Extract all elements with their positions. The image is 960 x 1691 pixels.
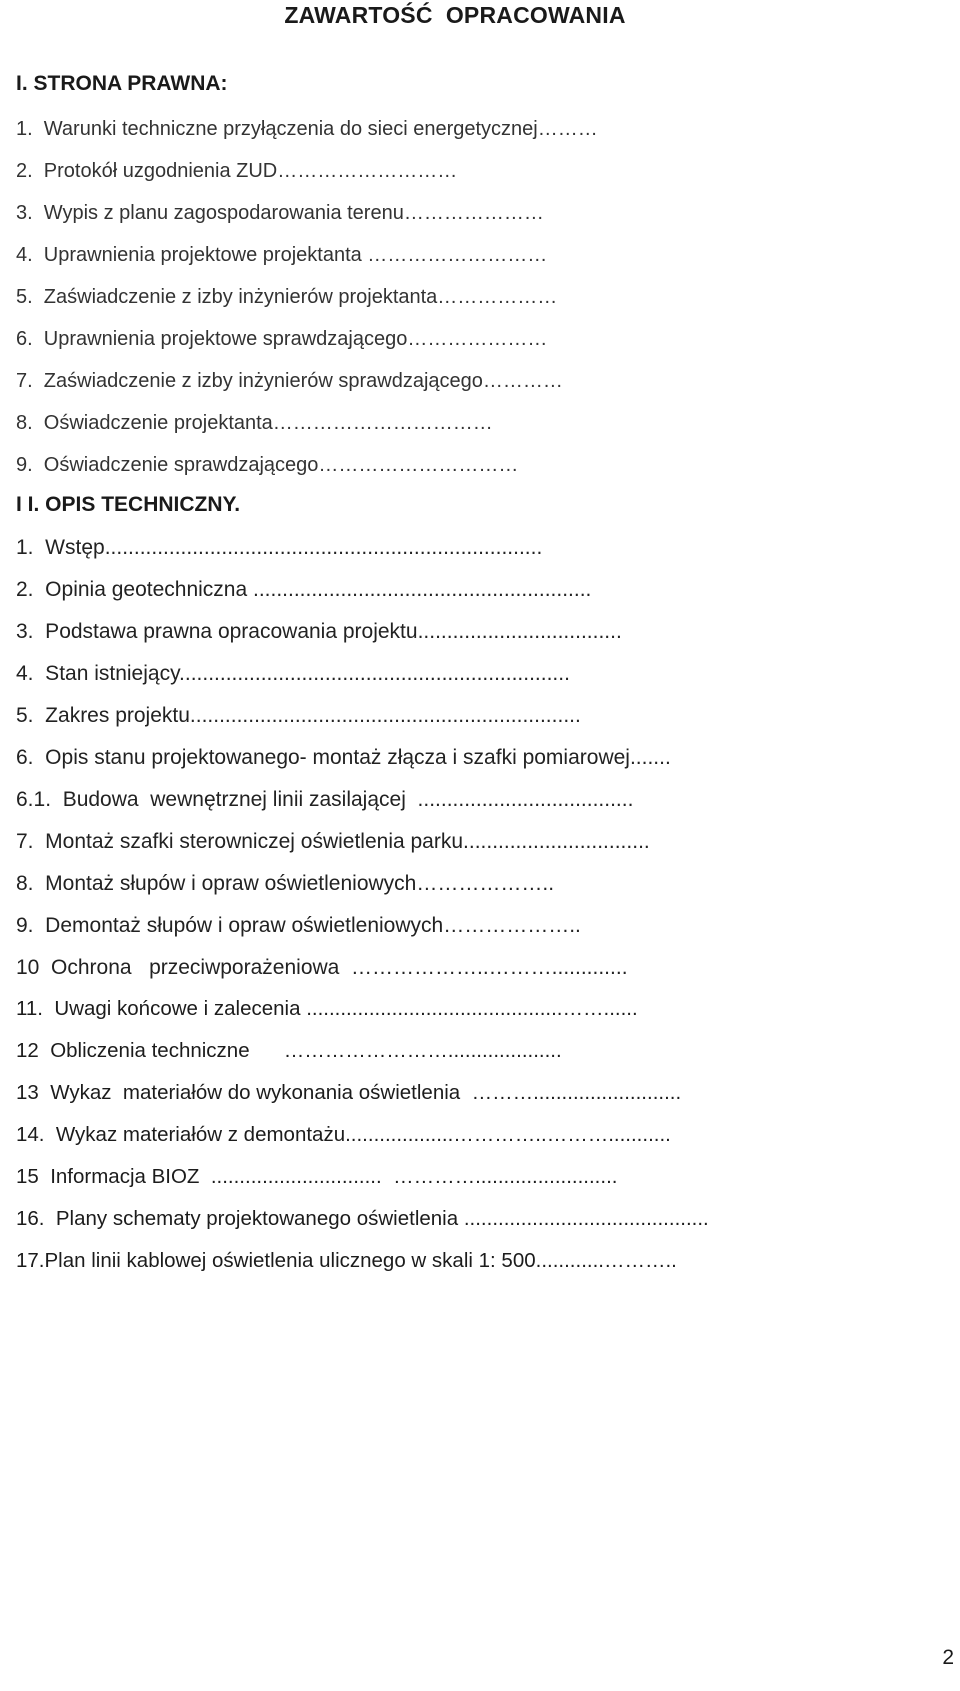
toc-item-tech-17: 17.Plan linii kablowej oświetlenia ulicznego w skali 1: 500............……….. (16, 1249, 677, 1272)
toc-item-legal-4: 4. Uprawnienia projektowe projektanta ……………………… (16, 244, 548, 266)
section-heading-legal: I. STRONA PRAWNA: (16, 72, 228, 95)
page-number: 2 (942, 1646, 954, 1669)
toc-item-tech-16: 16. Plany schematy projektowanego oświetlenia ........................................... (16, 1207, 709, 1230)
toc-item-legal-6: 6. Uprawnienia projektowe sprawdzającego………………… (16, 328, 548, 350)
toc-item-legal-2: 2. Protokół uzgodnienia ZUD……………………… (16, 160, 458, 182)
toc-item-tech-3: 3. Podstawa prawna opracowania projektu................................... (16, 620, 622, 643)
section-heading-technical: I I. OPIS TECHNICZNY. (16, 493, 241, 516)
document-title: ZAWARTOŚĆ OPRACOWANIA (284, 2, 626, 28)
toc-item-tech-11: 11. Uwagi końcowe i zalecenia .............................................……...... (16, 997, 638, 1020)
toc-item-tech-9: 9. Demontaż słupów i opraw oświetleniowych……………….. (16, 914, 581, 937)
toc-item-legal-7: 7. Zaświadczenie z izby inżynierów sprawdzającego………… (16, 370, 563, 392)
toc-item-tech-15: 15 Informacja BIOZ .............................. …………......................... (16, 1165, 618, 1188)
toc-item-tech-4: 4. Stan istniejący................................................................... (16, 662, 570, 685)
toc-item-legal-8: 8. Oświadczenie projektanta…………………………… (16, 412, 493, 434)
toc-item-tech-5: 5. Zakres projektu................................................................... (16, 704, 581, 727)
toc-item-tech-10: 10 Ochrona przeciwporażeniowa ………………..………............. (16, 956, 628, 979)
toc-item-legal-3: 3. Wypis z planu zagospodarowania terenu………………… (16, 202, 544, 224)
toc-item-legal-5: 5. Zaświadczenie z izby inżynierów projektanta……………… (16, 286, 558, 308)
toc-item-tech-1: 1. Wstęp........................................................................... (16, 536, 543, 559)
toc-item-tech-7: 7. Montaż szafki sterowniczej oświetlenia parku................................ (16, 830, 650, 853)
toc-item-legal-1: 1. Warunki techniczne przyłączenia do sieci energetycznej……… (16, 118, 598, 140)
toc-item-tech-8: 8. Montaż słupów i opraw oświetleniowych……………….. (16, 872, 555, 895)
toc-item-tech-6: 6. Opis stanu projektowanego- montaż złącza i szafki pomiarowej....... (16, 746, 671, 769)
toc-item-tech-2: 2. Opinia geotechniczna .......................................................... (16, 578, 592, 601)
toc-item-tech-13: 13 Wykaz materiałów do wykonania oświetlenia ……….......................... (16, 1081, 682, 1104)
toc-item-tech-14: 14. Wykaz materiałów z demontażu...................…………..………........... (16, 1123, 671, 1146)
toc-item-tech-12: 12 Obliczenia techniczne …………………….................... (16, 1039, 562, 1062)
toc-item-legal-9: 9. Oświadczenie sprawdzającego………………………… (16, 454, 519, 476)
toc-item-tech-6-1: 6.1. Budowa wewnętrznej linii zasilającej ..................................... (16, 788, 634, 811)
